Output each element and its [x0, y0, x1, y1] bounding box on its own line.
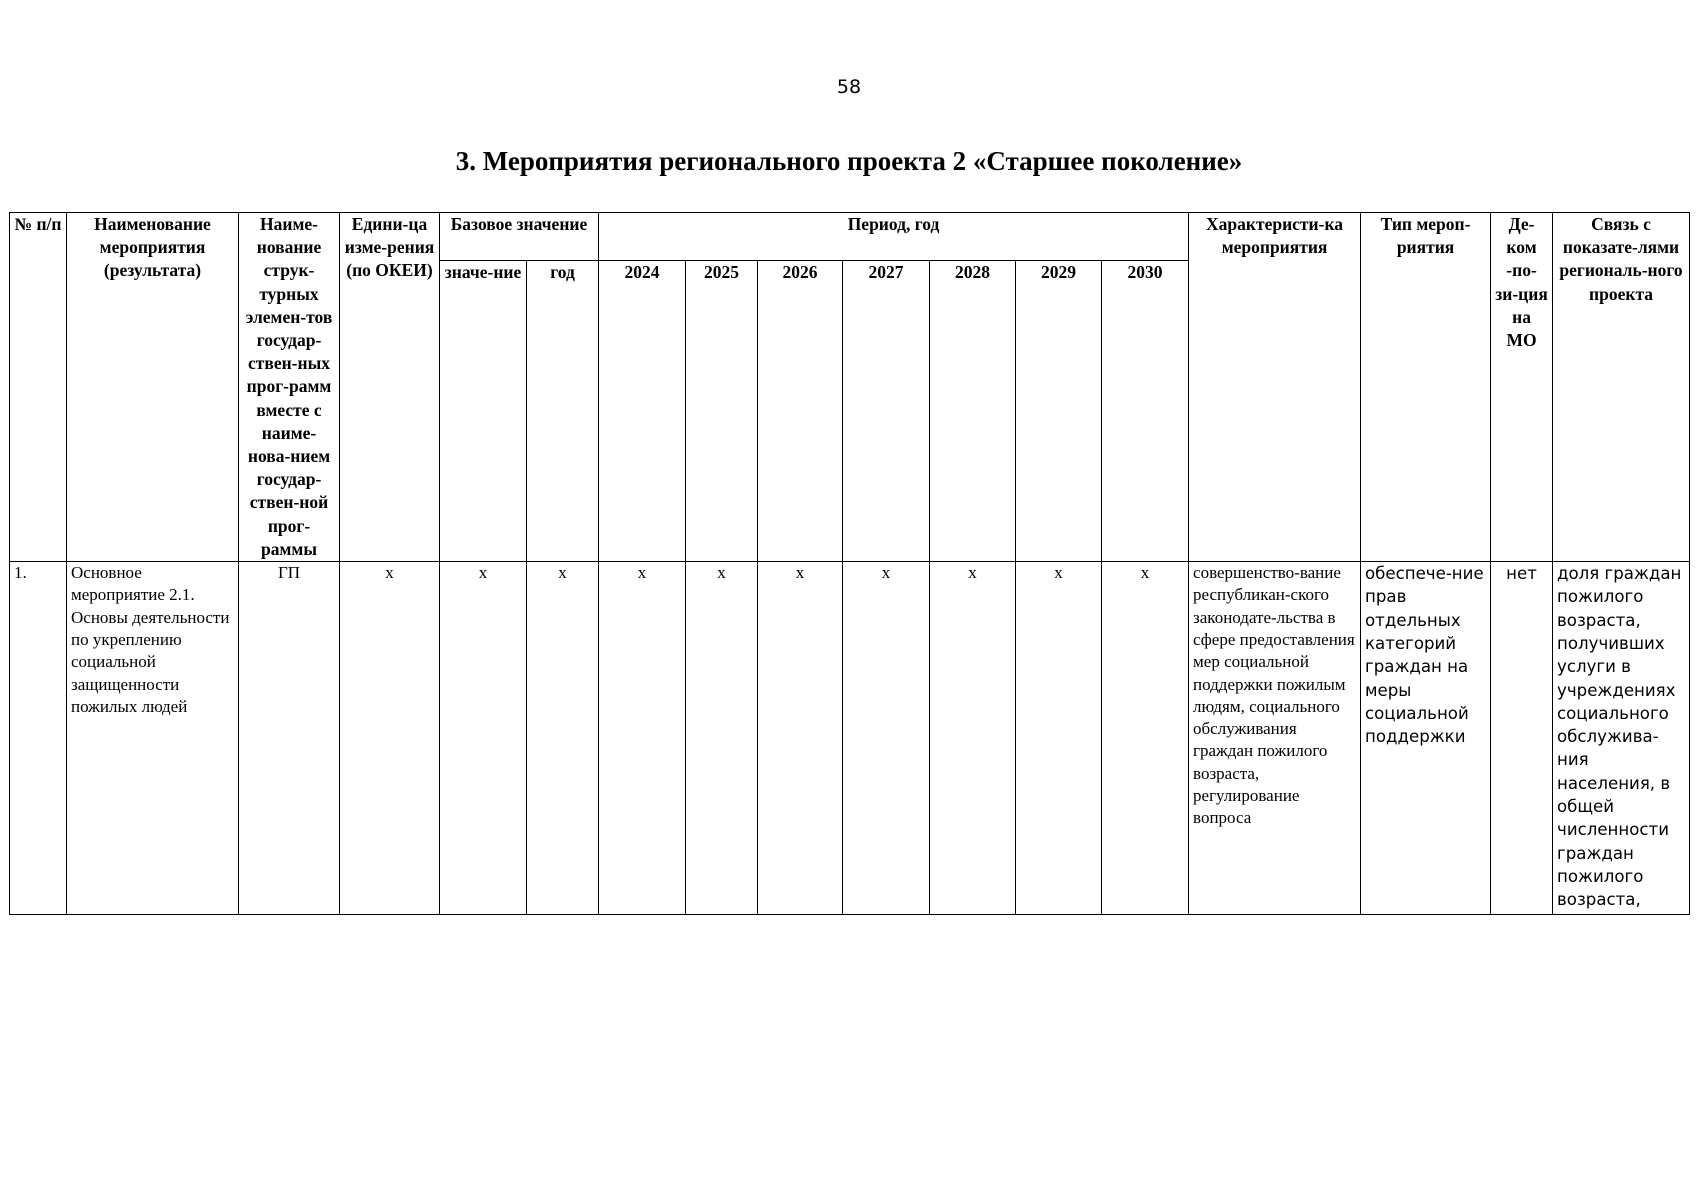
header-year-2028: 2028	[930, 261, 1016, 562]
cell-unit: х	[340, 562, 440, 915]
header-year-2024: 2024	[599, 261, 686, 562]
cell-link: доля граждан пожилого возраста, получивших услуги в учреждениях социального обслужива-ния населения, в общей численности граждан пожилого возраста,	[1553, 562, 1690, 915]
header-unit: Едини-ца изме-рения (по ОКЕИ)	[340, 213, 440, 562]
cell-characteristic: совершенство-вание республикан-ского законодате-льства в сфере предоставления мер социальной поддержки пожилым людям, социального обслуживания граждан пожилого возраста, регулирование вопроса	[1189, 562, 1361, 915]
header-base-value: значе-ние	[440, 261, 527, 562]
cell-base-value: х	[440, 562, 527, 915]
cell-year-2030: х	[1102, 562, 1189, 915]
cell-year-2029: х	[1016, 562, 1102, 915]
table-header	[10, 213, 1690, 562]
header-year-2025: 2025	[686, 261, 758, 562]
cell-name: Основное мероприятие 2.1. Основы деятельности по укреплению социальной защищенности пожилых людей	[67, 562, 239, 915]
cell-year-2027: х	[843, 562, 930, 915]
cell-type: обеспече-ние прав отдельных категорий граждан на меры социальной поддержки	[1361, 562, 1491, 915]
cell-year-2024: х	[599, 562, 686, 915]
header-year-2026: 2026	[758, 261, 843, 562]
cell-base-year: х	[527, 562, 599, 915]
cell-year-2025: х	[686, 562, 758, 915]
table-row	[10, 562, 1690, 915]
activities-table	[9, 212, 1690, 915]
cell-structural: ГП	[239, 562, 340, 915]
header-year-2030: 2030	[1102, 261, 1189, 562]
cell-year-2028: х	[930, 562, 1016, 915]
header-period-group: Период, год	[599, 213, 1189, 261]
header-base-year: год	[527, 261, 599, 562]
cell-num: 1.	[10, 562, 67, 915]
page-number: 58	[836, 76, 862, 98]
header-name: Наименование мероприятия (результата)	[67, 213, 239, 562]
header-year-2029: 2029	[1016, 261, 1102, 562]
header-structural: Наиме-нование струк-турных элемен-тов государ-ствен-ных прог-рамм вместе с наиме-нова-нием государ-ствен-ной прог-раммы	[239, 213, 340, 562]
header-base-group: Базовое значение	[440, 213, 599, 261]
header-type: Тип мероп-риятия	[1361, 213, 1491, 562]
header-link: Связь с показате-лями региональ-ного проекта	[1553, 213, 1690, 562]
cell-year-2026: х	[758, 562, 843, 915]
header-decomposition: Де-ком -по-зи-ция на МО	[1491, 213, 1553, 562]
page-title: 3. Мероприятия регионального проекта 2 «Старшее поколение»	[455, 146, 1243, 176]
header-num: № п/п	[10, 213, 67, 562]
header-characteristic: Характеристи-ка мероприятия	[1189, 213, 1361, 562]
cell-decomposition: нет	[1491, 562, 1553, 915]
header-year-2027: 2027	[843, 261, 930, 562]
